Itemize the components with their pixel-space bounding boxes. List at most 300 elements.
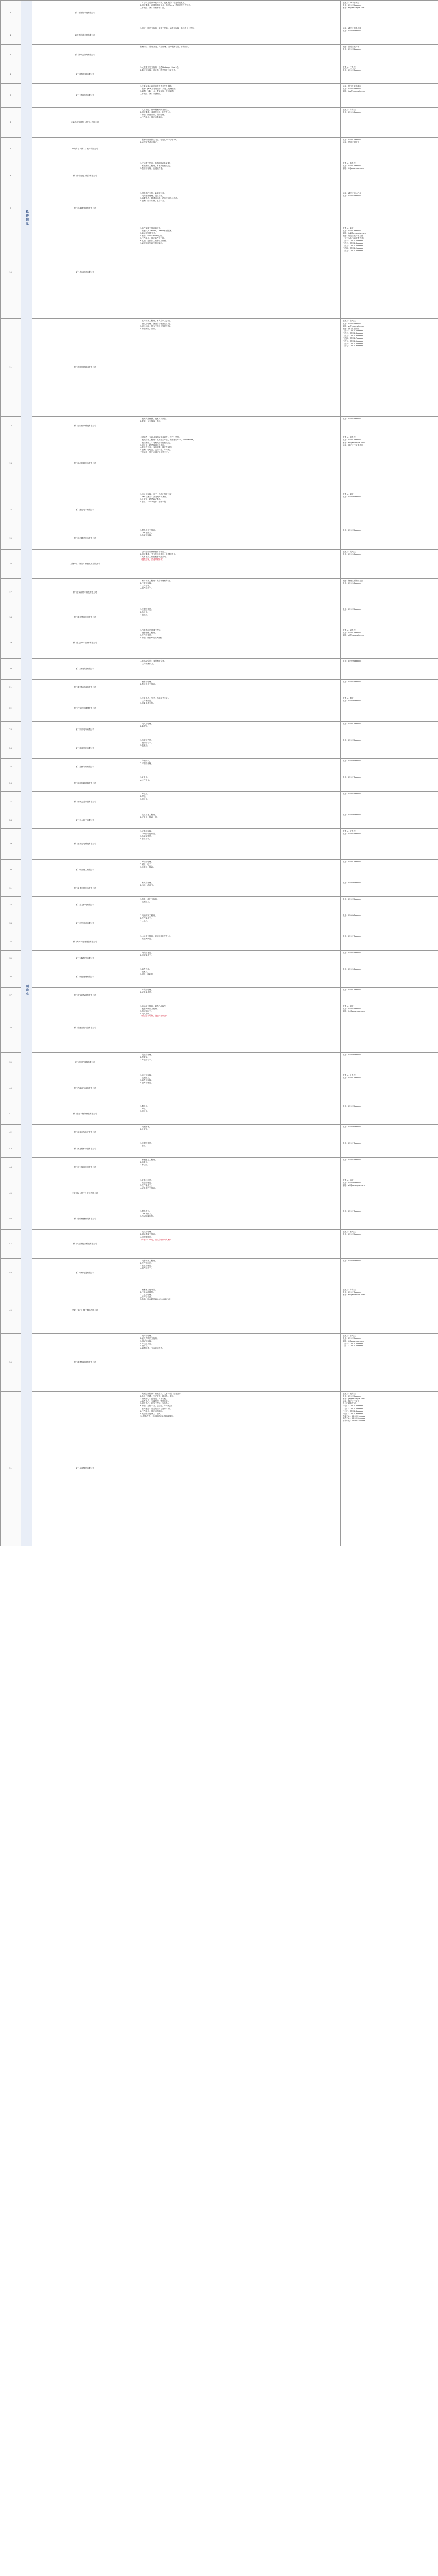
contact-line: 联系人：施女士 bbox=[343, 1393, 356, 1395]
contact-info bbox=[341, 138, 438, 161]
description-line: 4.生产计划员。 bbox=[140, 1296, 153, 1298]
description-line: 2.数控操作工：有相关工作经验优先。 bbox=[140, 441, 172, 444]
company-name: 创新力数字科技（厦门）有限公司 bbox=[32, 108, 138, 138]
description-line: 4.销售中心：区域经理、销售代表。 bbox=[140, 1400, 170, 1402]
description-line: 3.工艺工程师。 bbox=[140, 1293, 153, 1296]
category-label: 软件信息 bbox=[21, 1, 32, 435]
description-line: 3.售前工程师，沟通能力强。 bbox=[140, 167, 164, 170]
table-row bbox=[1, 1104, 438, 1125]
company-name: 厦门数智科技有限公司 bbox=[32, 65, 138, 84]
contact-line: 一分厂：0592-6xxxxxx bbox=[343, 1405, 363, 1408]
description-line: 1.家具设计师。 bbox=[140, 882, 153, 884]
description-line: 4.待遇：底薪+绩效+全勤。 bbox=[140, 636, 164, 639]
description-line: 3.车缝工若干。 bbox=[140, 1058, 153, 1061]
contact-line: 电话：0592-7xxxxxx bbox=[343, 776, 362, 778]
description-line: 2.系统集成工程师，有相关经验优先。 bbox=[140, 164, 172, 167]
description-line: 1.集团总部招聘：行政专员、人事专员、财务会计。 bbox=[140, 1393, 183, 1395]
description-line: 2.平面设计师。 bbox=[140, 762, 153, 765]
description-line: 2.硫化工。 bbox=[140, 1161, 149, 1163]
job-description bbox=[138, 738, 341, 759]
contact-line: 邮箱：job@example.com bbox=[343, 90, 366, 92]
contact-line: 电话：0592-7xxxxxx bbox=[343, 1142, 362, 1144]
contact-info bbox=[341, 1287, 438, 1334]
contact-line: 门店一：0592-2xxxxxx bbox=[343, 330, 363, 332]
description-line: 3.生产主管。 bbox=[140, 584, 151, 587]
description-line: 4.薪资：5000-8000元/月。 bbox=[140, 234, 164, 237]
contact-line: 电话：0592-6xxxxxx bbox=[343, 495, 362, 498]
description-line: 3.工艺员。 bbox=[140, 919, 149, 922]
contact-info bbox=[341, 967, 438, 988]
table-row bbox=[1, 880, 438, 897]
table-row bbox=[1, 435, 438, 492]
contact-line: 电话：0592-5xxxxxx bbox=[343, 87, 362, 90]
description-line: 1.主要从事企业信息化软件开发及服务。 bbox=[140, 85, 174, 87]
contact-info bbox=[341, 108, 438, 138]
row-index: 31 bbox=[1, 880, 21, 897]
company-name: 厦门安泰电气有限公司 bbox=[32, 722, 138, 738]
description-line: 1.印刷机长。 bbox=[140, 760, 151, 762]
contact-line: 电话：0592-5xxxxxx bbox=[343, 194, 362, 197]
description-line: 1.液压工程师。 bbox=[140, 1074, 153, 1076]
contact-info bbox=[341, 417, 438, 435]
company-name: 厦门兴业新能源科技有限公司 bbox=[32, 1230, 138, 1259]
row-index: 43 bbox=[1, 1141, 21, 1158]
row-index: 46 bbox=[1, 1209, 21, 1230]
table-row bbox=[1, 1053, 438, 1073]
description-line: 1.电子工程师：电子、自动化相关专业。 bbox=[140, 493, 174, 495]
description-line: 3.司机：持B照。 bbox=[140, 973, 155, 975]
description-line: 2.装配技工。 bbox=[140, 900, 151, 903]
row-index: 19 bbox=[1, 628, 21, 659]
description-line: 1.大数据开发工程师，熟悉Hadoop、Spark等。 bbox=[140, 66, 180, 69]
row-index: 35 bbox=[1, 951, 21, 967]
contact-line: 邮箱：it@example.com bbox=[343, 167, 364, 170]
description-line: 3.行车工：持证。 bbox=[140, 866, 155, 868]
description-line: 2.装配钳工。 bbox=[140, 1076, 151, 1079]
description-line: 2.技术员。 bbox=[140, 970, 149, 973]
job-description bbox=[138, 607, 341, 628]
company-name: 厦门德信精密模具有限公司 bbox=[32, 1209, 138, 1230]
contact-line: 电话：0592-7xxxxxx bbox=[343, 723, 362, 725]
description-line: 1.网络推广专员、新媒体运营。 bbox=[140, 192, 166, 194]
description-line: 2.LED封装技术员。 bbox=[140, 832, 157, 835]
contact-line: 门店七：0592-9xxxxxx bbox=[343, 345, 363, 347]
row-index: 28 bbox=[1, 812, 21, 829]
job-description bbox=[138, 951, 341, 967]
description-line: 2.打版师。 bbox=[140, 1056, 149, 1058]
contact-line: 电话：0592-7xxxxxx bbox=[343, 631, 362, 634]
contact-line: 物流中心：0592-2xxxxxx bbox=[343, 1415, 365, 1417]
contact-info bbox=[341, 738, 438, 759]
company-name: 厦门力源液压设备有限公司 bbox=[32, 1073, 138, 1104]
job-description bbox=[138, 319, 341, 417]
contact-info bbox=[341, 722, 438, 738]
company-name: 厦门华泰汽车配件有限公司 bbox=[32, 1125, 138, 1141]
row-index: 37 bbox=[1, 988, 21, 1004]
row-index: 1 bbox=[1, 1, 21, 26]
table-row bbox=[1, 759, 438, 775]
description-line: 2.SMT技术员：熟悉贴片机操作。 bbox=[140, 495, 169, 498]
description-line: 4.普工：18-45周岁，男女不限。 bbox=[140, 500, 168, 503]
contact-line: 邮箱：hr@example.com bbox=[343, 6, 365, 9]
job-description bbox=[138, 722, 341, 738]
row-index: 5 bbox=[1, 84, 21, 108]
contact-info bbox=[341, 1104, 438, 1125]
description-line: 2.要求：大专及以上学历。 bbox=[140, 420, 162, 422]
contact-line: 四分厂：0592-9xxxxxx bbox=[343, 1412, 363, 1415]
contact-line: 邮箱：zh@example.com bbox=[343, 1184, 365, 1187]
description-line: 4.产线技术员。 bbox=[140, 1342, 153, 1345]
description-line: 1.数码产品销售、技术支持岗位。 bbox=[140, 418, 168, 420]
description-line: 2.机器人调试工程师。 bbox=[140, 1007, 159, 1010]
company-name: 厦门美景家具制造有限公司 bbox=[32, 880, 138, 897]
description-line: 1.食品检验员：食品相关专业。 bbox=[140, 660, 166, 662]
description-line: 3.测试工程师。 bbox=[140, 1340, 153, 1342]
contact-info bbox=[341, 1392, 438, 1546]
contact-line: 地址：集美区软件园三期 bbox=[343, 234, 363, 237]
job-description bbox=[138, 829, 341, 860]
row-index: 6 bbox=[1, 108, 21, 138]
contact-line: 门店五：0592-8xxxxxx bbox=[343, 249, 363, 252]
contact-info bbox=[341, 829, 438, 860]
row-index: 45 bbox=[1, 1178, 21, 1209]
contact-line: 邮箱：hy@example.com bbox=[343, 1010, 365, 1012]
contact-line: 各分厂联系方式： bbox=[343, 1402, 358, 1405]
contact-line: 门店三：0592-7xxxxxx bbox=[343, 244, 363, 247]
contact-line: 地址：同安区工业集中区 bbox=[343, 444, 363, 446]
contact-info bbox=[341, 607, 438, 628]
company-name: 厦门中软信息技术有限公司 bbox=[32, 319, 138, 417]
table-row bbox=[1, 696, 438, 722]
table-row bbox=[1, 659, 438, 680]
job-description bbox=[138, 1104, 341, 1125]
job-description bbox=[138, 1392, 341, 1546]
table-row bbox=[1, 1230, 438, 1259]
table-row bbox=[1, 812, 438, 829]
description-line: 2.安装调试员。 bbox=[140, 937, 153, 940]
job-description bbox=[138, 435, 341, 492]
row-index: 7 bbox=[1, 138, 21, 161]
contact-line: 电话：0592-6xxxxxx bbox=[343, 882, 362, 884]
row-index: 27 bbox=[1, 792, 21, 812]
table-row bbox=[1, 1158, 438, 1178]
contact-line: 电话：0592-5xxxxxx bbox=[343, 1159, 362, 1161]
job-description bbox=[138, 860, 341, 880]
row-index: 17 bbox=[1, 579, 21, 607]
job-description bbox=[138, 1287, 341, 1334]
contact-line: 电话：0592-6xxxxxx bbox=[343, 660, 362, 662]
row-index: 30 bbox=[1, 860, 21, 880]
company-name: 厦门新龙塑料制品有限公司 bbox=[32, 1141, 138, 1158]
contact-info bbox=[341, 792, 438, 812]
company-name: 厦门通达物流设备有限公司 bbox=[32, 680, 138, 696]
row-index: 21 bbox=[1, 680, 21, 696]
table-row bbox=[1, 934, 438, 951]
contact-line: 电话：0592-5xxxxxx bbox=[343, 529, 362, 531]
job-description bbox=[138, 1004, 341, 1053]
contact-line: 地址：翔安区工业园 bbox=[343, 1400, 360, 1402]
row-index: 16 bbox=[1, 550, 21, 579]
contact-line: 电话：0592-5xxxxxx bbox=[343, 739, 362, 741]
table-row bbox=[1, 680, 438, 696]
row-index: 50 bbox=[1, 1334, 21, 1392]
table-row bbox=[1, 951, 438, 967]
job-description bbox=[138, 138, 341, 161]
description-line: 1.人工智能、物联网相关研发岗位。 bbox=[140, 109, 170, 111]
description-line: 2.设备维修工程师。 bbox=[140, 631, 157, 634]
table-row bbox=[1, 191, 438, 226]
contact-info bbox=[341, 880, 438, 897]
description-line: 2.仓管员。 bbox=[140, 1128, 149, 1130]
description-line: 6.待遇：五险一金、包吃住、年终奖金。 bbox=[140, 1405, 174, 1408]
description-line: 3.生产操作工。 bbox=[140, 1184, 153, 1187]
contact-line: 门店二：0592-7xxxxxx bbox=[343, 1345, 363, 1347]
description-line: 3.客服专员：普通话标准，熟练使用办公软件。 bbox=[140, 197, 179, 199]
job-description bbox=[138, 161, 341, 191]
description-line: 2.招聘：Java工程师若干、实施工程师若干。 bbox=[140, 87, 178, 90]
description-line: 1.吹塑技术员。 bbox=[140, 1142, 153, 1144]
table-row bbox=[1, 1287, 438, 1334]
table-row bbox=[1, 775, 438, 792]
table-row bbox=[1, 550, 438, 579]
job-description bbox=[138, 492, 341, 528]
row-index: 22 bbox=[1, 696, 21, 722]
description-line: 3.项目经理，具有三年以上管理经验。 bbox=[140, 325, 172, 327]
description-line: 2.生产班组长。 bbox=[140, 1262, 153, 1264]
company-name: 厦门东南不锈钢制品有限公司 bbox=[32, 1104, 138, 1125]
description-line: 4.普工若干名：身体健康，能吃苦耐劳。 bbox=[140, 446, 174, 449]
contact-line: 邮箱：hx@example.com bbox=[343, 1293, 365, 1296]
contact-line: 地址：湖里区万达广场 bbox=[343, 192, 361, 194]
job-description bbox=[138, 659, 341, 680]
description-line: 4.工作地点：厦门市集美区。 bbox=[140, 116, 164, 118]
contact-line: 电话：0592-6xxxxxx bbox=[343, 29, 362, 32]
description-line: 2.测试工程师，熟悉自动化测试工具。 bbox=[140, 322, 172, 325]
contact-info bbox=[341, 319, 438, 417]
row-index: 36 bbox=[1, 967, 21, 988]
company-name: 厦门鑫达电子有限公司 bbox=[32, 492, 138, 528]
row-index: 3 bbox=[1, 45, 21, 65]
description-line: 4.普工若干。 bbox=[140, 837, 151, 840]
contact-info bbox=[341, 1334, 438, 1392]
contact-line: 联系人：刘女士 bbox=[343, 493, 356, 495]
description-line: 1.焊接工程师。 bbox=[140, 861, 153, 863]
contact-line: 地址：厦门市思明区 bbox=[343, 327, 360, 330]
table-row bbox=[1, 860, 438, 880]
description-line: 4.福利：周末双休、五险一金。 bbox=[140, 199, 166, 202]
description-line: 1.环保工程师。 bbox=[140, 989, 153, 991]
description-line: 1.销售代表。 bbox=[140, 968, 151, 970]
table-row bbox=[1, 1, 438, 26]
contact-line: 联系人：周先生 bbox=[343, 436, 356, 438]
contact-line: 电话：0592-5xxxxxx bbox=[343, 418, 362, 420]
company-name: 厦门万家医疗器械有限公司 bbox=[32, 696, 138, 722]
contact-info bbox=[341, 1230, 438, 1259]
contact-info bbox=[341, 65, 438, 84]
company-name: 厦门华诚五金制品有限公司 bbox=[32, 792, 138, 812]
description-line: 2.生产工人。 bbox=[140, 778, 151, 781]
description-line: 1.水处理工程师：环境工程相关专业。 bbox=[140, 935, 172, 937]
contact-line: 联系人：王先生 bbox=[343, 66, 356, 69]
contact-line: 二分厂：0592-7xxxxxx bbox=[343, 1408, 363, 1410]
description-line: 1.冲压工。 bbox=[140, 793, 149, 795]
company-name: 厦门三和食品有限公司 bbox=[32, 659, 138, 680]
contact-line: 联系人：蔡先生 bbox=[343, 1231, 356, 1233]
row-index: 8 bbox=[1, 161, 21, 191]
description-line: 1.材料研发工程师：高分子材料专业。 bbox=[140, 580, 172, 582]
table-row bbox=[1, 738, 438, 759]
table-row bbox=[1, 1392, 438, 1546]
contact-line: 电话：0592-5xxxxxx bbox=[343, 1105, 362, 1107]
description-line: 3.质检员：熟悉检测工具使用。 bbox=[140, 444, 166, 446]
description-line: 2.木工、油漆工。 bbox=[140, 884, 155, 886]
description-line: 1.光学工程师。 bbox=[140, 830, 153, 832]
contact-info bbox=[341, 860, 438, 880]
description-line: 3.待遇：薪资面议，提供住宿。 bbox=[140, 113, 166, 116]
description-line: 2.缝纫工若干。 bbox=[140, 741, 153, 744]
contact-line: 电话：0592-7xxxxxx bbox=[343, 1210, 362, 1212]
company-name: 中化国际（厦门）化工有限公司 bbox=[32, 1178, 138, 1209]
description-line: 1.销售工程师。 bbox=[140, 681, 153, 683]
contact-info bbox=[341, 812, 438, 829]
contact-info bbox=[341, 492, 438, 528]
contact-line: 电话：0592-6xxxxxx bbox=[343, 1260, 362, 1262]
contact-info bbox=[341, 435, 438, 492]
contact-line: 电话：0592-7xxxxxx bbox=[343, 861, 362, 863]
job-description bbox=[138, 191, 341, 226]
description-line: 5.福利：包吃住、五险一金、年终奖。 bbox=[140, 449, 172, 451]
description-line: 2.储能系统工程师。 bbox=[140, 1233, 157, 1235]
job-description bbox=[138, 1053, 341, 1073]
description-line: 工作地点：厦门市湖里区。 bbox=[140, 92, 163, 95]
contact-line: 电话：0592-6xxxxxx bbox=[343, 553, 362, 555]
table-row bbox=[1, 792, 438, 812]
table-row bbox=[1, 988, 438, 1004]
description-line: 1.机电一体化工程师。 bbox=[140, 898, 159, 900]
contact-line: 电话：0592-6xxxxxx bbox=[343, 760, 362, 762]
description-line: 1.汽车零部件质量工程师。 bbox=[140, 629, 162, 631]
description-line: 1.机械设计工程师：机械相关专业，熟练使用CAD、SolidWorks。 bbox=[140, 438, 195, 441]
description-line: 1.自动化工程师：熟悉PLC编程。 bbox=[140, 1005, 168, 1007]
description-line: 2.装配工。 bbox=[140, 725, 149, 727]
table-row bbox=[1, 528, 438, 550]
job-description bbox=[138, 108, 341, 138]
contact-line: 电话：0592-6xxxxxx bbox=[343, 111, 362, 113]
contact-line: 电话：0592-2xxxxxx bbox=[343, 139, 362, 141]
contact-line: 电话：0592-2xxxxxx bbox=[343, 48, 362, 50]
description-line: 5.物料员。 bbox=[140, 1345, 149, 1347]
job-description bbox=[138, 913, 341, 934]
description-line: 4.操作工若干。 bbox=[140, 587, 153, 589]
table-body bbox=[1, 1, 438, 1546]
job-description bbox=[138, 1259, 341, 1287]
contact-line: 门店一：0592-5xxxxxx bbox=[343, 240, 363, 242]
row-index: 23 bbox=[1, 722, 21, 738]
description-line: 4.设备维护工程师。 bbox=[140, 1187, 157, 1189]
company-name: 厦门永盛集团有限公司 bbox=[32, 1392, 138, 1546]
contact-info bbox=[341, 1125, 438, 1141]
description-line: 1.电池研发工程师。 bbox=[140, 914, 157, 917]
contact-info bbox=[341, 161, 438, 191]
description-line: 1.业务员。 bbox=[140, 776, 149, 778]
description-line: 5.待遇：综合薪资6000-10000元/月。 bbox=[140, 1298, 173, 1301]
description-line: 2.售后服务工程师。 bbox=[140, 683, 157, 685]
contact-line: 地址：海沧区新阳工业区 bbox=[343, 580, 363, 582]
contact-line: 门店一：0592-6xxxxxx bbox=[343, 1342, 363, 1345]
highlight-note: （应届生可培养，提供转正机会） bbox=[140, 1015, 168, 1018]
row-index: 38 bbox=[1, 1004, 21, 1053]
job-description bbox=[138, 628, 341, 659]
description-line: 1.模具设计工程师。 bbox=[140, 529, 157, 531]
contact-info bbox=[341, 1158, 438, 1178]
company-name: 厦门正大化工有限公司 bbox=[32, 812, 138, 829]
description-line: 2.岗位要求：计算机相关专业，熟悉Java、数据库等开发工具。 bbox=[140, 4, 192, 6]
contact-line: 门店二：0592-6xxxxxx bbox=[343, 242, 363, 245]
job-description bbox=[138, 1178, 341, 1209]
table-row bbox=[1, 607, 438, 628]
contact-line: 电话：0592-5xxxxxx bbox=[343, 1337, 362, 1340]
row-index: 40 bbox=[1, 1073, 21, 1104]
job-description bbox=[138, 988, 341, 1004]
row-index: 18 bbox=[1, 607, 21, 628]
description-line: 1.陶瓷工艺员。 bbox=[140, 952, 153, 954]
contact-line: 电话：0592-3xxxxxx bbox=[343, 69, 362, 71]
category-label: 制造业 bbox=[21, 435, 32, 1546]
contact-line: 门店六：0592-8xxxxxx bbox=[343, 342, 363, 345]
company-name: 厦门天成网络科技有限公司 bbox=[32, 191, 138, 226]
row-index: 14 bbox=[1, 492, 21, 528]
row-index: 25 bbox=[1, 759, 21, 775]
description-line: 1.公司主要从事精密零部件加工。 bbox=[140, 551, 168, 553]
contact-line: 联系人：邱先生 bbox=[343, 1335, 356, 1337]
contact-info bbox=[341, 1, 438, 26]
table-row bbox=[1, 829, 438, 860]
description-line: 10.报名方式：现场投递或邮件投递简历。 bbox=[140, 1415, 175, 1417]
contact-line: 电话：0592-6xxxxxx bbox=[343, 814, 362, 816]
description-line: 2.生产操作员。 bbox=[140, 699, 153, 702]
contact-line: 联系人：潘女士 bbox=[343, 1179, 356, 1181]
description-line: 6.福利完善，工作环境舒适。 bbox=[140, 1347, 164, 1350]
company-name: 厦门海联云网络有限公司 bbox=[32, 45, 138, 65]
job-description bbox=[138, 1158, 341, 1178]
row-index: 24 bbox=[1, 738, 21, 759]
description-line: 7.晋升通道：完善的培训与晋升体系。 bbox=[140, 1408, 172, 1410]
contact-line: 邮箱：zr@example.com bbox=[343, 325, 365, 327]
description-line: 1.光伏工程师。 bbox=[140, 1231, 153, 1233]
contact-line: 联系人：陈女士 bbox=[343, 109, 356, 111]
description-line: 1.注册专员：医学、药学相关专业。 bbox=[140, 697, 170, 699]
row-index: 44 bbox=[1, 1158, 21, 1178]
contact-info bbox=[341, 226, 438, 319]
description-line: 1.化学分析员。 bbox=[140, 1179, 153, 1181]
description-line: 9.欢迎各类优秀人才加入。 bbox=[140, 1412, 162, 1415]
contact-line: 电话：0592-6xxxxxx bbox=[343, 968, 362, 970]
job-description bbox=[138, 759, 341, 775]
company-name: 厦门宏发新材料科技有限公司 bbox=[32, 579, 138, 607]
description-line: 1.软件开发工程师，本科及以上学历。 bbox=[140, 320, 172, 322]
job-description bbox=[138, 1125, 341, 1141]
job-description bbox=[138, 775, 341, 792]
contact-info bbox=[341, 897, 438, 913]
row-index: 47 bbox=[1, 1230, 21, 1259]
contact-info bbox=[341, 579, 438, 607]
contact-line: 地址：思明区观音山 bbox=[343, 141, 360, 143]
job-description bbox=[138, 550, 341, 579]
description-line: 1.精密加工技术员。 bbox=[140, 1289, 157, 1291]
contact-line: 门店五：0592-5xxxxxx bbox=[343, 340, 363, 342]
contact-line: 三分厂：0592-8xxxxxx bbox=[343, 1410, 363, 1412]
company-name: 厦门东方汽车零部件有限公司 bbox=[32, 628, 138, 659]
